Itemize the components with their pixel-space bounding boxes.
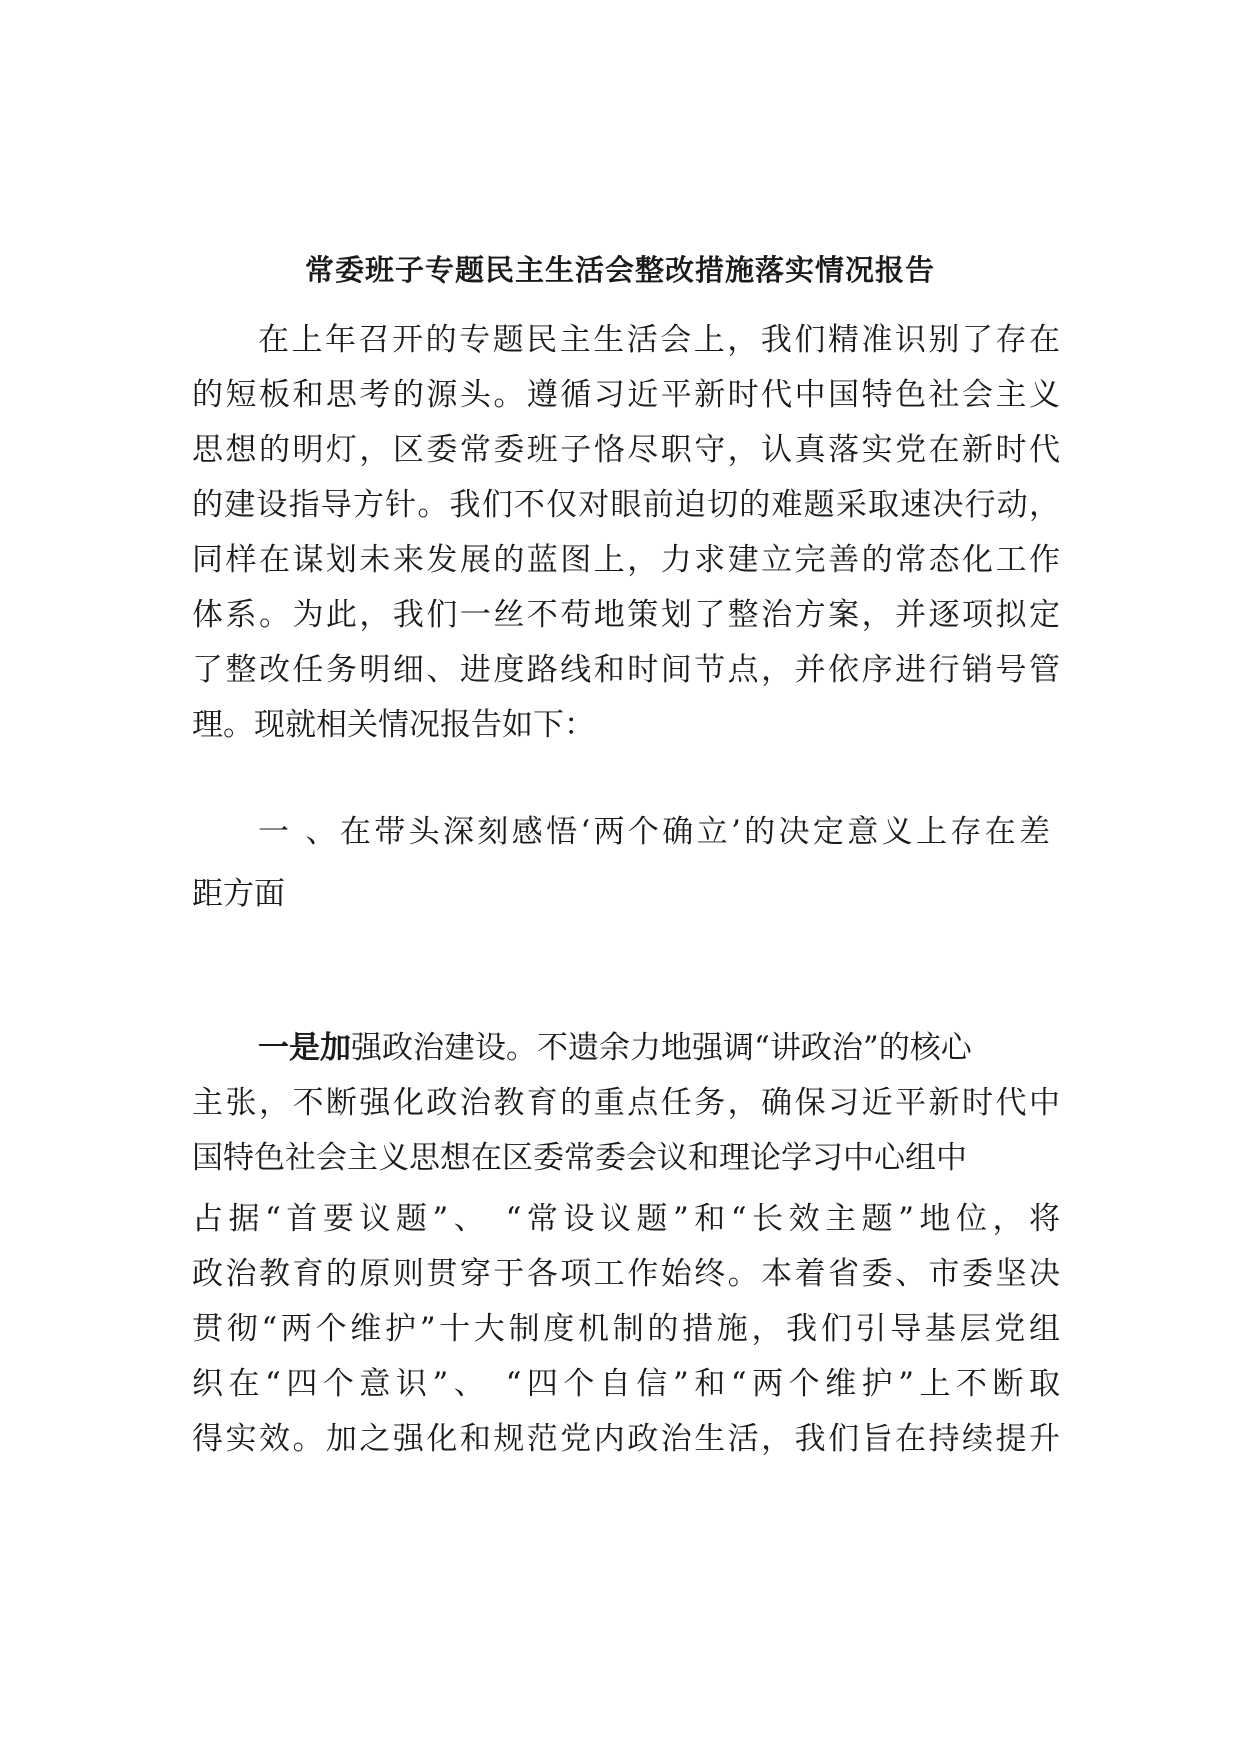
point1-line-8: 得实效。加之强化和规范党内政治生活，我们旨在持续提升: [192, 1421, 1060, 1457]
document-title: 常委班子专题民主生活会整改措施落实情况报告: [304, 253, 935, 287]
point1-lead: 一是加: [258, 1030, 351, 1066]
point1-line-3: 国特色社会主义思想在区委常委会议和理论学习中心组中: [192, 1140, 967, 1176]
intro-line-8: 理。现就相关情况报告如下：: [192, 707, 595, 743]
intro-line-3: 思想的明灯，区委常委班子恪尽职守，认真落实党在新时代: [192, 432, 1060, 468]
point1-line-5: 政治教育的原则贯穿于各项工作始终。本着省委、市委坚决: [192, 1256, 1060, 1292]
section-heading-line-1: 一 、在带头深刻感悟‘两个确立’的决定意义上存在差: [258, 814, 1050, 850]
section-heading-line-2: 距方面: [192, 876, 285, 912]
point1-line-6: 贯彻“两个维护”十大制度机制的措施，我们引导基层党组: [192, 1311, 1060, 1347]
intro-line-4: 的建设指导方针。我们不仅对眼前迫切的难题采取速决行动，: [192, 487, 1060, 523]
point1-line-7: 织在“四个意识”、 “四个自信”和“两个维护”上不断取: [192, 1366, 1060, 1402]
intro-line-5: 同样在谋划未来发展的蓝图上，力求建立完善的常态化工作: [192, 542, 1060, 578]
point1-line-4: 占据“首要议题”、 “常设议题”和“长效主题”地位，将: [192, 1201, 1060, 1237]
point1-line-1: [258, 1026, 1060, 1070]
intro-line-7: 了整改任务明细、进度路线和时间节点，并依序进行销号管: [192, 652, 1060, 688]
intro-line-2: 的短板和思考的源头。遵循习近平新时代中国特色社会主义: [192, 377, 1060, 413]
point1-first-rest: 强政治建设。不遗余力地强调“讲政治”的核心: [351, 1030, 972, 1066]
point1-line-2: 主张，不断强化政治教育的重点任务，确保习近平新时代中: [192, 1085, 1060, 1121]
intro-line-6: 体系。为此，我们一丝不苟地策划了整治方案，并逐项拟定: [192, 597, 1060, 633]
intro-line-1: 在上年召开的专题民主生活会上，我们精准识别了存在: [258, 322, 1060, 358]
